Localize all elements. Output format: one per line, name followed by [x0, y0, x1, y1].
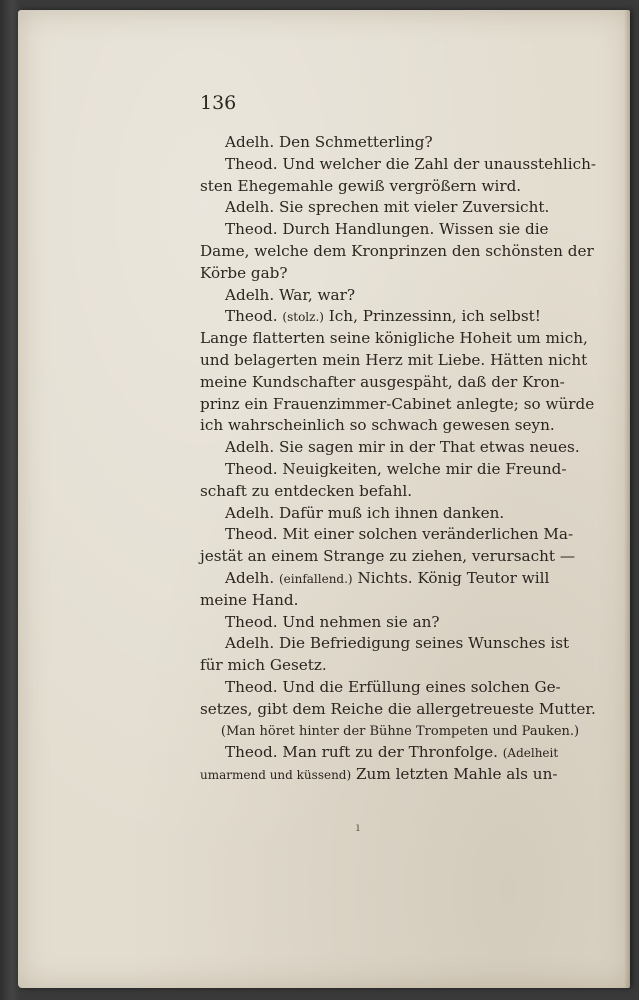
text-line: ich wahrscheinlich so schwach gewesen seyn.: [200, 416, 555, 435]
stage-direction-line: (Man höret hinter der Bühne Trompeten und Pauken.): [220, 723, 580, 739]
text-line: prinz ein Frauenzimmer-Cabinet anlegte; so würde: [200, 394, 595, 413]
text-line: meine Hand.: [200, 590, 299, 609]
speaker: Theod.: [225, 307, 278, 326]
page-number: 136: [200, 92, 237, 114]
text-line: Theod. Und welcher die Zahl der unausstehlich-: [225, 154, 597, 173]
page-edge-shadow: [624, 10, 630, 988]
text-line: Theod. Neuigkeiten, welche mir die Freund-: [225, 459, 567, 478]
text-line: [200, 568, 600, 590]
text-line: Adelh. Sie sagen mir in der That etwas neues.: [225, 438, 580, 457]
text-line: meine Kundschafter ausgespäht, daß der Kron-: [200, 372, 565, 391]
ink-mark: ı: [356, 820, 360, 834]
speech: Ich, Prinzessinn, ich selbst!: [328, 307, 541, 326]
speech: Zum letzten Mahle als un-: [356, 765, 558, 784]
text-line: Adelh. War, war?: [225, 285, 356, 304]
text-line: jestät an einem Strange zu ziehen, verursacht —: [200, 547, 576, 566]
text-line: Adelh. Sie sprechen mit vieler Zuversicht.: [225, 198, 550, 217]
text-line: [200, 742, 600, 764]
speaker: Adelh.: [225, 568, 275, 587]
page-text: [200, 132, 600, 786]
text-line: Theod. Mit einer solchen veränderlichen Ma-: [225, 525, 574, 544]
speech: Nichts. König Teutor will: [357, 568, 550, 587]
text-line: [200, 764, 600, 786]
text-line: setzes, gibt dem Reiche die allergetreueste Mutter.: [200, 699, 596, 718]
text-line: Lange flatterten seine königliche Hoheit um mich,: [200, 329, 588, 348]
text-line: Theod. Und die Erfüllung eines solchen Ge-: [225, 677, 561, 696]
text-line: und belagerten mein Herz mit Liebe. Hätten nicht: [200, 350, 588, 369]
stage-direction: (Adelheit: [502, 746, 559, 761]
text-line: sten Ehegemahle gewiß vergrößern wird.: [200, 176, 522, 195]
text-line: [200, 306, 600, 328]
text-line: Körbe gab?: [200, 263, 288, 282]
text-line: Adelh. Dafür muß ich ihnen danken.: [225, 503, 505, 522]
speech: Theod. Man ruft zu der Thronfolge.: [225, 743, 498, 762]
stage-direction: (stolz.): [282, 310, 324, 325]
text-line: Theod. Und nehmen sie an?: [225, 612, 440, 631]
text-line: Adelh. Den Schmetterling?: [225, 133, 433, 151]
stage-direction: (einfallend.): [278, 571, 353, 586]
text-line: schaft zu entdecken befahl.: [200, 481, 413, 500]
stage-direction: umarmend und küssend): [200, 768, 352, 783]
text-line: Dame, welche dem Kronprinzen den schönsten der: [200, 241, 594, 260]
text-line: Theod. Durch Handlungen. Wissen sie die: [225, 220, 549, 239]
text-line: Adelh. Die Befriedigung seines Wunsches ist: [225, 634, 570, 653]
text-line: für mich Gesetz.: [200, 656, 327, 675]
